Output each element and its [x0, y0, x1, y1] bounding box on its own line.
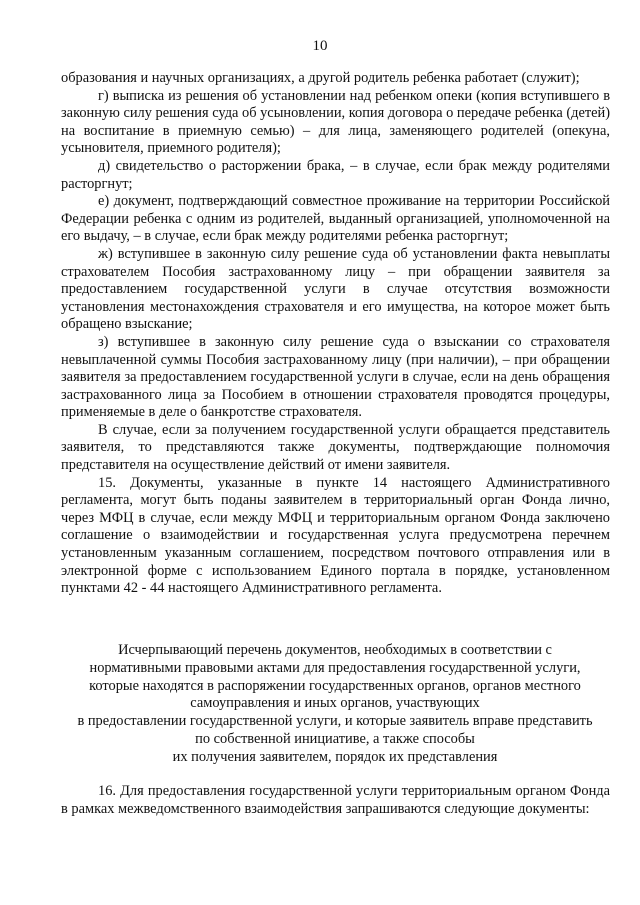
heading-line: которые находятся в распоряжении государственных органов, органов местного [89, 677, 581, 694]
paragraph-item-zh: ж) вступившее в законную силу решение суда об установлении факта невыплаты страхователем Пособия застрахованному лицу – при обращении заявителя за предоставлением государственной услуги в случае отсутствия возможности установления местонахождения страхователя и его имущества, на которое может быть обращено взыскание; [61, 245, 610, 333]
heading-line: Исчерпывающий перечень документов, необходимых в соответствии с [118, 642, 552, 658]
paragraph-item-z: з) вступившее в законную силу решение суда о взыскании со страхователя невыплаченной суммы Пособия застрахованному лицу (при наличии), – при обращении заявителя за предоставлением государственной услуги в случае, если на день обращения застрахованного лица за Пособием в отношении страхователя проводятся процедуры, применяемые в деле о банкротстве страхователя. [61, 333, 610, 421]
heading-line: в предоставлении государственной услуги, и которые заявитель вправе представить [77, 713, 593, 730]
paragraph-16: 16. Для предоставления государственной услуги территориальным органом Фонда в рамках межведомственного взаимодействия запрашиваются следующие документы: [61, 783, 610, 817]
heading-line: по собственной инициативе, а также способы [195, 730, 475, 747]
heading-line: нормативными правовыми актами для предоставления государственной услуги, [89, 659, 581, 676]
paragraph-15: 15. Документы, указанные в пункте 14 настоящего Административного регламента, могут быть поданы заявителем в территориальный орган Фонда лично, через МФЦ в случае, если между МФЦ и территориальным органом Фонда заключено соглашение о взаимодействии и государственная услуга предусмотрена перечнем установленным указанным соглашением, посредством почтового отправления или в электронной форме с использованием Единого портала в порядке, установленном пунктами 42 - 44 настоящего Административного регламента. [61, 474, 610, 597]
paragraph-item-d: д) свидетельство о расторжении брака, – в случае, если брак между родителями расторгнут; [61, 157, 610, 192]
paragraph-item-g: г) выписка из решения об установлении над ребенком опеки (копия вступившего в законную силу решения суда об усыновлении, копия договора о передаче ребенка (детей) на воспитание в приемную семью) – для лица, заменяющего родителей (опекуна, усыновителя, приемного родителя); [61, 87, 610, 157]
heading-line: их получения заявителем, порядок их представления [172, 748, 498, 765]
page-number: 10 [312, 38, 328, 54]
body-text [61, 70, 610, 598]
heading-line: самоуправления и иных органов, участвующих [190, 695, 480, 712]
paragraph-continuation: образования и научных организациях, а другой родитель ребенка работает (служит); [61, 70, 580, 86]
paragraph-item-e: е) документ, подтверждающий совместное проживание на территории Российской Федерации ребенка с одним из родителей, выданный организацией, уполномоченной на его выдачу, – в случае, если брак между родителями ребенка расторгнут; [61, 193, 610, 245]
section-heading [40, 642, 630, 767]
paragraph-representative: В случае, если за получением государственной услуги обращается представитель заявителя, то представляются также документы, подтверждающие полномочия представителя на осуществление действий от имени заявителя. [61, 421, 610, 474]
